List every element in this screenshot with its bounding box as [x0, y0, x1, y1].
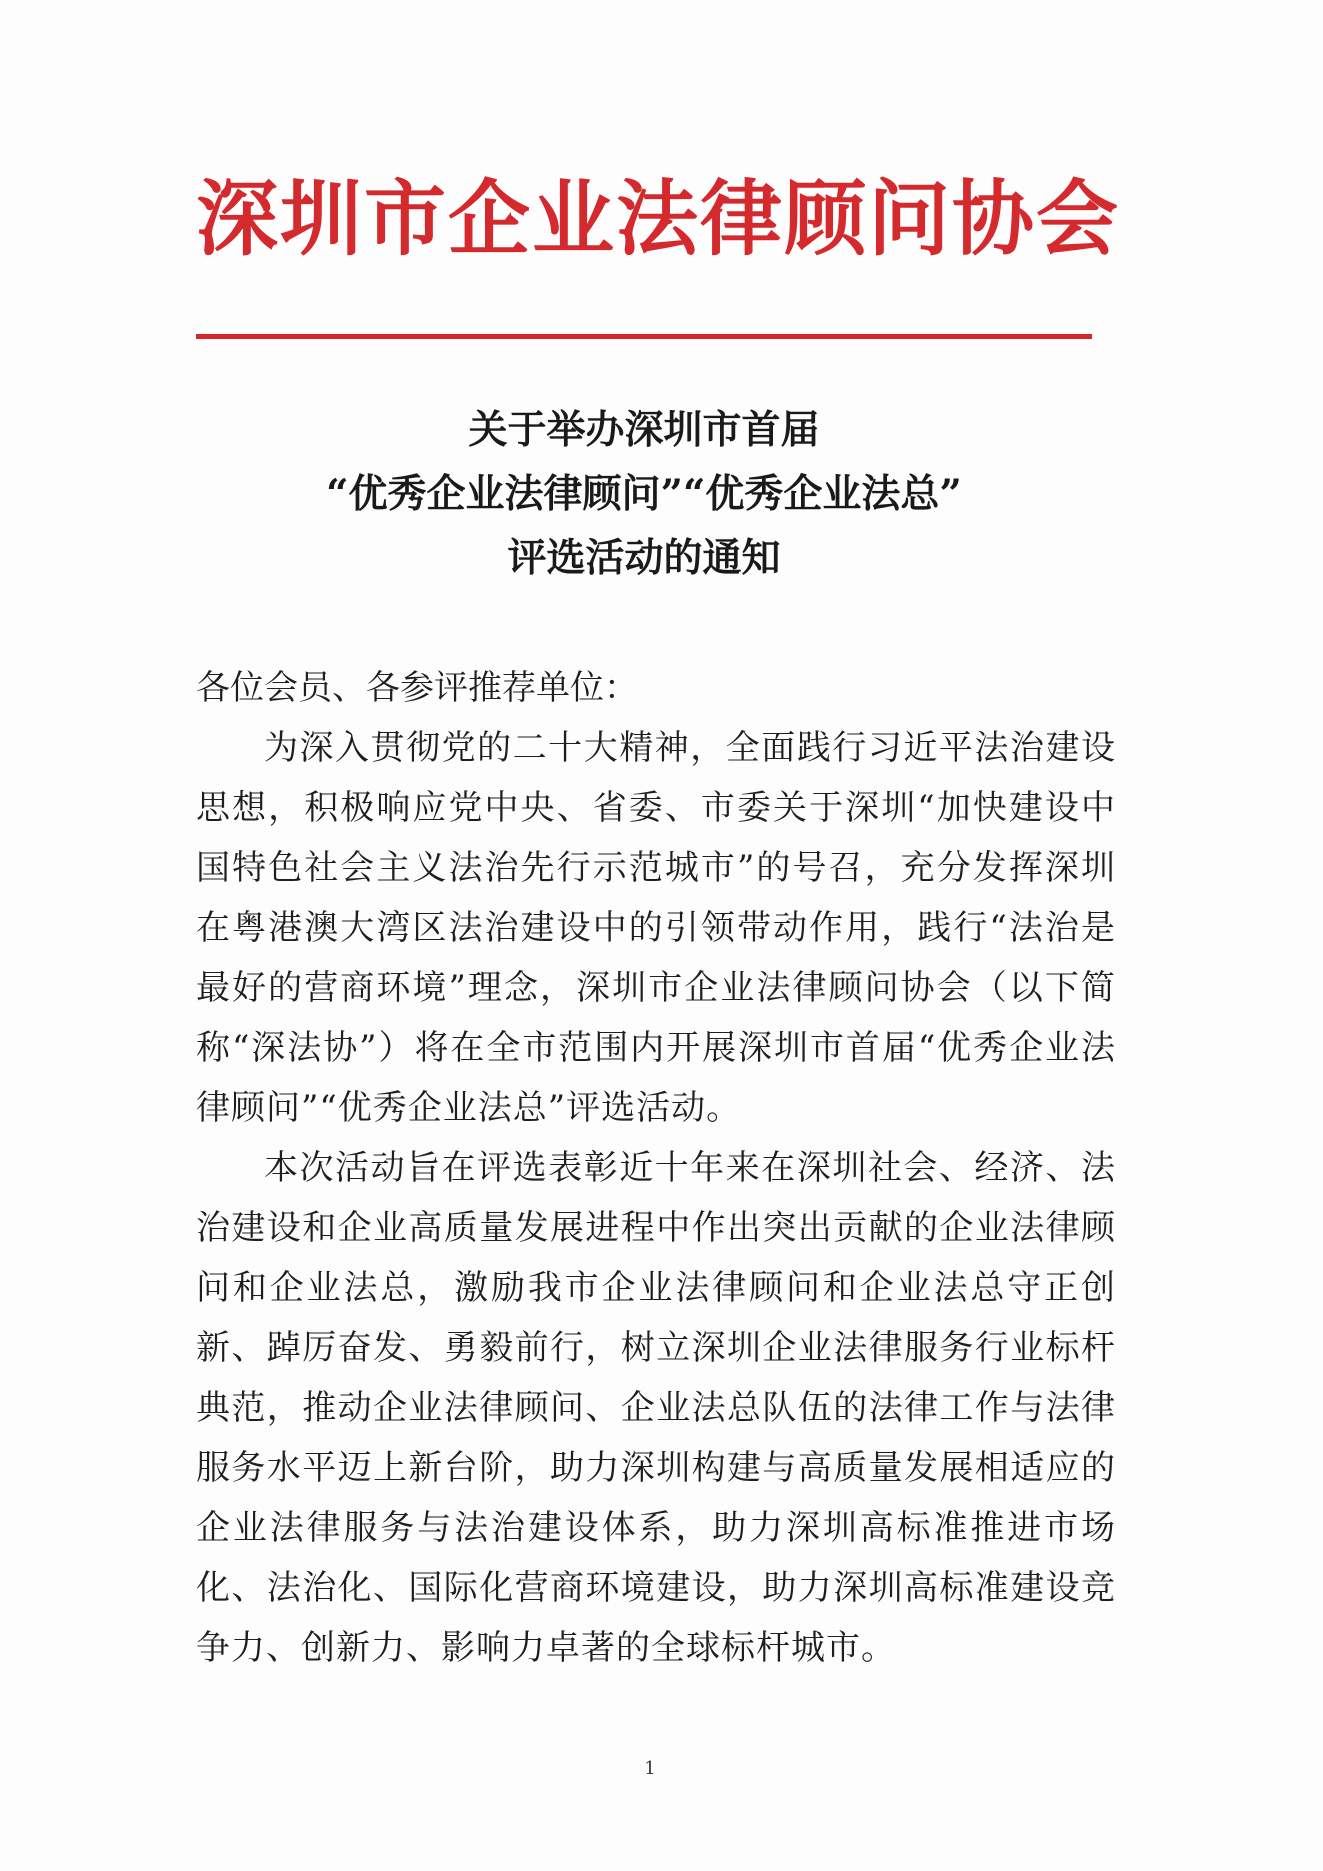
- title-line-2: “优秀企业法律顾问”“优秀企业法总”: [326, 471, 962, 517]
- salutation: 各位会员、各参评推荐单位：: [196, 668, 638, 708]
- document-body: [196, 658, 1116, 1678]
- title-line-3: 评选活动的通知: [507, 535, 781, 581]
- page-number: 1: [644, 1758, 656, 1779]
- paragraph-1: 为深入贯彻党的二十大精神，全面践行习近平法治建设思想，积极响应党中央、省委、市委关于深圳“加快建设中国特色社会主义法治先行示范城市”的号召，充分发挥深圳在粤港澳大湾区法治建设中的引领带动作用，践行“法治是最好的营商环境”理念，深圳市企业法律顾问协会（以下简称“深法协”）将在全市范围内开展深圳市首届“优秀企业法律顾问”“优秀企业法总”评选活动。: [196, 728, 1116, 1128]
- letterhead-red-divider: [196, 334, 1092, 339]
- document-title: [196, 398, 1092, 590]
- title-line-1: 关于举办深圳市首届: [468, 407, 820, 453]
- paragraph-2: 本次活动旨在评选表彰近十年来在深圳社会、经济、法治建设和企业高质量发展进程中作出突出贡献的企业法律顾问和企业法总，激励我市企业法律顾问和企业法总守正创新、踔厉奋发、勇毅前行，树立深圳企业法律服务行业标杆典范，推动企业法律顾问、企业法总队伍的法律工作与法律服务水平迈上新台阶，助力深圳构建与高质量发展相适应的企业法律服务与法治建设体系，助力深圳高标准推进市场化、法治化、国际化营商环境建设，助力深圳高标准建设竞争力、创新力、影响力卓著的全球标杆城市。: [196, 1148, 1116, 1668]
- letterhead-organization-name: 深圳市企业法律顾问协会: [196, 172, 1121, 267]
